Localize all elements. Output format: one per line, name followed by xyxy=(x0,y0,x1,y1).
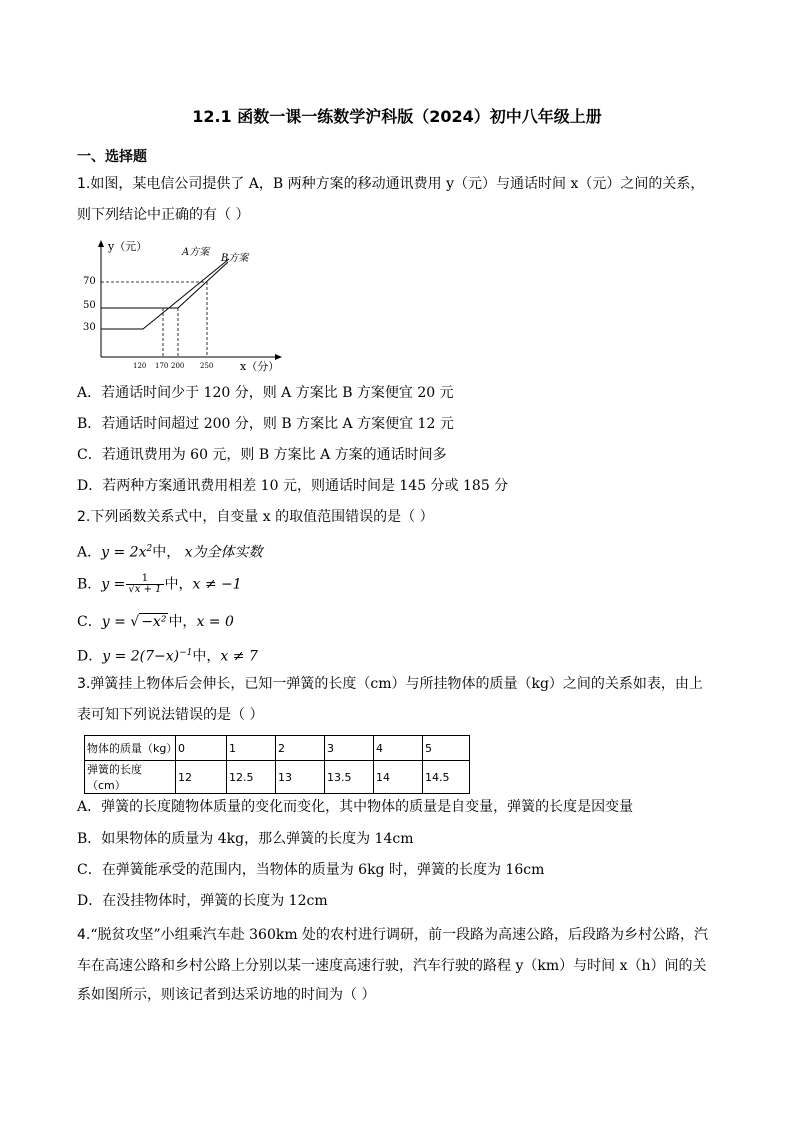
q2-stem: 2.下列函数关系式中，自变量 x 的取值范围错误的是（ ） xyxy=(77,509,434,525)
table-row xyxy=(85,761,470,794)
section-heading: 一、选择题 xyxy=(77,149,147,165)
q3-option-d: D．在没挂物体时，弹簧的长度为 12cm xyxy=(77,893,328,909)
series-b-label: B方案 xyxy=(221,253,249,264)
q4-stem-line2: 车在高速公路和乡村公路上分别以某一速度高速行驶，汽车行驶的路程 y（km）与时间 x（h）间的关 xyxy=(77,958,707,974)
table-cell: 13.5 xyxy=(325,761,374,794)
q1-stem-line2: 则下列结论中正确的有（ ） xyxy=(77,207,250,223)
y-axis-arrow xyxy=(98,240,104,247)
q3-stem-line2: 表可知下列说法错误的是（ ） xyxy=(77,707,264,723)
x-tick-200: 200 xyxy=(171,362,185,370)
q1-option-a: A．若通话时间少于 120 分，则 A 方案比 B 方案便宜 20 元 xyxy=(77,385,454,401)
page-title: 12.1 函数一课一练数学沪科版（2024）初中八年级上册 xyxy=(192,107,602,126)
q4-stem-line3: 系如图所示，则该记者到达采访地的时间为（ ） xyxy=(77,987,376,1003)
q1-option-b: B．若通话时间超过 200 分，则 B 方案比 A 方案便宜 12 元 xyxy=(77,416,454,432)
table-cell: 弹簧的长度（cm） xyxy=(85,761,176,794)
table-cell: 5 xyxy=(423,736,470,761)
table-cell: 12.5 xyxy=(227,761,276,794)
y-axis-label: y（元） xyxy=(108,240,148,253)
q3-data-table xyxy=(84,735,470,794)
q4-stem-line1: 4.“脱贫攻坚”小组乘汽车赴 360km 处的农村进行调研，前一段路为高速公路，后段路为乡村公路，汽 xyxy=(77,927,709,943)
q2-option-a: A．$y = 2x^2$中， x为全体实数 xyxy=(77,544,263,561)
x-axis-label: x（分） xyxy=(240,360,280,373)
q4-number: 4. xyxy=(77,927,91,943)
q1-number: 1. xyxy=(77,176,91,192)
q1-option-d: D．若两种方案通讯费用相差 10 元，则通话时间是 145 分或 185 分 xyxy=(77,478,509,494)
q2-option-d: D．$y = 2(7-x)^{-1}$中，x ≠ 7 xyxy=(77,648,258,665)
y-tick-30: 30 xyxy=(83,322,96,333)
q3-option-a: A．弹簧的长度随物体质量的变化而变化，其中物体的质量是自变量，弹簧的长度是因变量 xyxy=(77,799,634,815)
series-b-line xyxy=(101,262,228,308)
fraction: $\frac{1}{√x + 1}$ xyxy=(128,573,162,595)
q2-number: 2. xyxy=(77,509,91,525)
table-cell: 13 xyxy=(276,761,325,794)
series-a-label: A方案 xyxy=(182,247,210,258)
table-cell: 1 xyxy=(227,736,276,761)
x-tick-250: 250 xyxy=(200,362,214,370)
table-cell: 2 xyxy=(276,736,325,761)
table-row xyxy=(85,736,470,761)
table-cell: 物体的质量（kg） xyxy=(85,736,176,761)
y-tick-70: 70 xyxy=(83,276,96,287)
q3-stem-line1: 3.弹簧挂上物体后会伸长，已知一弹簧的长度（cm）与所挂物体的质量（kg）之间的关系如表，由上 xyxy=(77,676,703,692)
q3-option-c: C．在弹簧能承受的范围内，当物体的质量为 6kg 时，弹簧的长度为 16cm xyxy=(77,862,545,878)
q1-option-c: C．若通讯费用为 60 元，则 B 方案比 A 方案的通话时间多 xyxy=(77,447,447,463)
x-tick-170: 170 xyxy=(155,362,169,370)
q2-option-c: C．y = √ −x² 中，x = 0 xyxy=(77,614,234,630)
table-cell: 14 xyxy=(374,761,423,794)
x-tick-120: 120 xyxy=(133,362,147,370)
q3-number: 3. xyxy=(77,676,91,692)
q2-option-b: B．y = $\frac{1}{√x + 1}$ 中，x ≠ −1 xyxy=(77,573,242,595)
y-tick-50: 50 xyxy=(83,300,96,311)
table-cell: 14.5 xyxy=(423,761,470,794)
q3-option-b: B．如果物体的质量为 4kg，那么弹簧的长度为 14cm xyxy=(77,831,414,847)
table-cell: 4 xyxy=(374,736,423,761)
series-a-line xyxy=(101,259,229,329)
q1-chart xyxy=(78,236,288,376)
table-cell: 3 xyxy=(325,736,374,761)
table-cell: 0 xyxy=(176,736,227,761)
table-cell: 12 xyxy=(176,761,227,794)
q1-stem-line1: 1.如图，某电信公司提供了 A，B 两种方案的移动通讯费用 y（元）与通话时间 x（元）之间的关系， xyxy=(77,176,705,192)
